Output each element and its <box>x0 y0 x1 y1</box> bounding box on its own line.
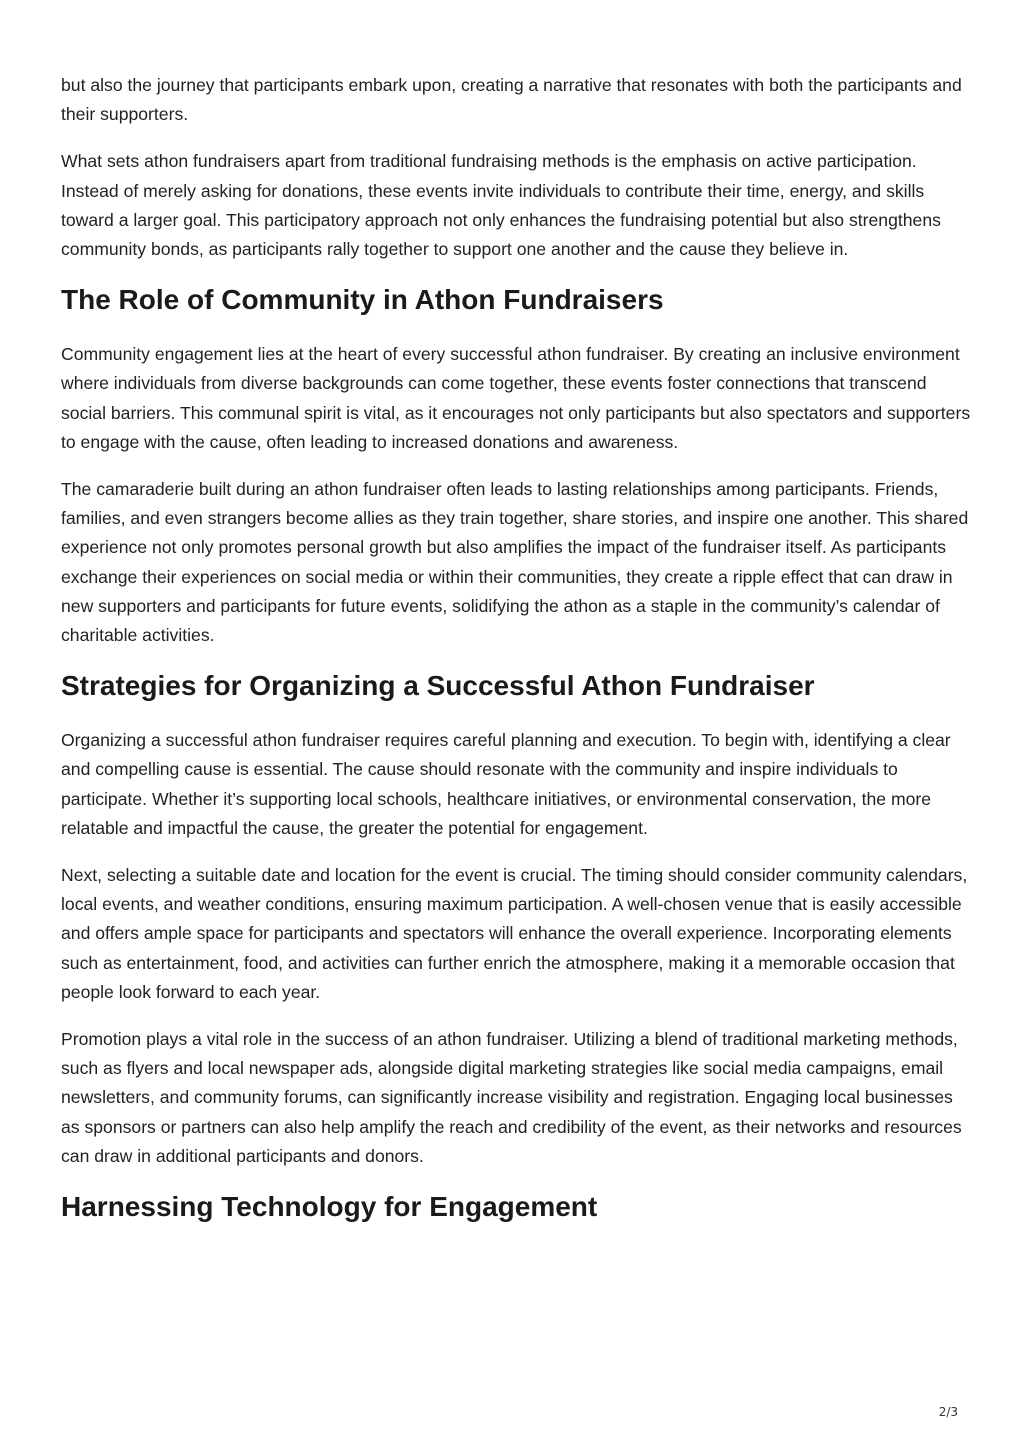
paragraph-camaraderie: The camaraderie built during an athon fundraiser often leads to lasting relationships among participants. Friends, families, and even strangers become allies as they train together, share stories, and inspire one another. This shared experience not only promotes personal growth but also amplifies the impact of the fundraiser itself. As participants exchange their experiences on social media or within their communities, they create a ripple effect that can draw in new supporters and participants for future events, solidifying the athon as a staple in the community’s calendar of charitable activities. <box>61 479 969 646</box>
paragraph-intro-continued: but also the journey that participants embark upon, creating a narrative that resonates with both the participants and their supporters. <box>61 75 962 125</box>
paragraph-planning: Organizing a successful athon fundraiser requires careful planning and execution. To begin with, identifying a clear and compelling cause is essential. The cause should resonate with the community and inspire individuals to participate. Whether it’s supporting local schools, healthcare initiatives, or environmental conservation, the more relatable and impactful the cause, the greater the potential for engagement. <box>61 730 951 838</box>
paragraph-active-participation: What sets athon fundraisers apart from traditional fundraising methods is the emphasis on active participation. Instead of merely asking for donations, these events invite individuals to contribute their time, energy, and skills toward a larger goal. This participatory approach not only enhances the fundraising potential but also strengthens community bonds, as participants rally together to support one another and the cause they believe in. <box>61 151 941 260</box>
heading-role-of-community: The Role of Community in Athon Fundraisers <box>61 284 664 316</box>
document-body <box>61 71 971 1247</box>
heading-harnessing-technology: Harnessing Technology for Engagement <box>61 1191 598 1223</box>
page-number: 2/3 <box>938 1405 958 1419</box>
paragraph-promotion: Promotion plays a vital role in the success of an athon fundraiser. Utilizing a blend of traditional marketing methods, such as flyers and local newspaper ads, alongside digital marketing strategies like social media campaigns, email newsletters, and community forums, can significantly increase visibility and registration. Engaging local businesses as sponsors or partners can also help amplify the reach and credibility of the event, as their networks and resources can draw in additional participants and donors. <box>61 1029 962 1166</box>
heading-strategies: Strategies for Organizing a Successful Athon Fundraiser <box>61 670 815 702</box>
paragraph-community-engagement: Community engagement lies at the heart of every successful athon fundraiser. By creating an inclusive environment where individuals from diverse backgrounds can come together, these events foster connections that transcend social barriers. This communal spirit is vital, as it encourages not only participants but also spectators and supporters to engage with the cause, often leading to increased donations and awareness. <box>61 344 971 452</box>
paragraph-date-location: Next, selecting a suitable date and location for the event is crucial. The timing should consider community calendars, local events, and weather conditions, ensuring maximum participation. A well-chosen venue that is easily accessible and offers ample space for participants and spectators will enhance the overall experience. Incorporating elements such as entertainment, food, and activities can further enrich the atmosphere, making it a memorable occasion that people look forward to each year. <box>61 865 968 1002</box>
